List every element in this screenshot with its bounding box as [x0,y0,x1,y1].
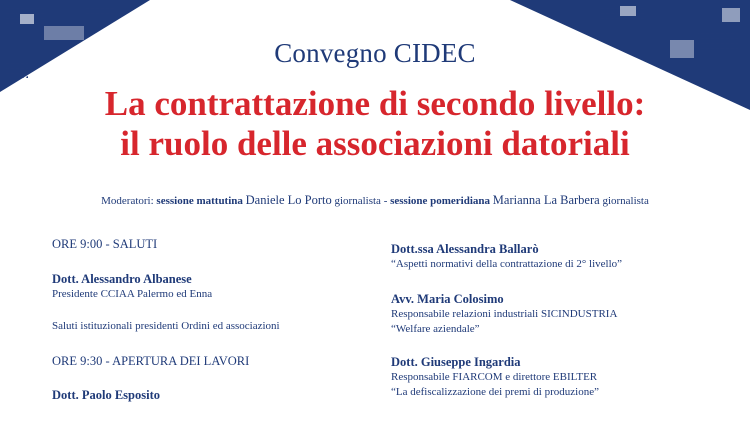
session1-label: sessione mattutina [156,195,243,207]
session1-moderator: Daniele Lo Porto [245,193,332,207]
speaker-name: Dott. Alessandro Albanese [52,272,192,286]
session2-label: sessione pomeridiana [390,195,491,207]
moderators-label: Moderatori: [101,195,154,207]
title-line-2: il ruolo delle associazioni datoriali [120,124,630,163]
program-note: Saluti istituzionali presidenti Ordini ed associazioni [52,320,280,332]
event-subtitle: Convegno CIDEC [274,38,476,68]
speaker-role: Responsabile FIARCOM e direttore EBILTER [391,371,598,383]
speaker-role: Presidente CCIAA Palermo ed Enna [52,288,213,300]
speaker-name: Dott. Paolo Esposito [52,388,160,402]
talk-topic: “Aspetti normativi della contrattazione di 2° livello” [391,258,623,270]
time-slot-apertura: ORE 9:30 - APERTURA DEI LAVORI [52,354,250,368]
program-left-column [52,236,372,403]
talk-topic: “Welfare aziendale” [391,323,480,335]
time-slot-saluti: ORE 9:00 - SALUTI [52,237,158,251]
talk-topic: “La defiscalizzazione dei premi di produzione” [391,386,599,398]
separator: - [383,195,388,207]
session1-role: giornalista [334,195,381,207]
title-line-1: La contrattazione di secondo livello: [104,84,646,123]
speaker-name: Avv. Maria Colosimo [391,292,504,306]
event-title [0,84,750,164]
speaker-role: Responsabile relazioni industriali SICINDUSTRIA [391,308,618,320]
speaker-name: Dott.ssa Alessandra Ballarò [391,242,539,256]
speaker-name: Dott. Giuseppe Ingardia [391,355,521,369]
session2-moderator: Marianna La Barbera [492,193,600,207]
session2-role: giornalista [602,195,649,207]
moderators-line [0,193,750,208]
program-right-column [391,241,731,400]
